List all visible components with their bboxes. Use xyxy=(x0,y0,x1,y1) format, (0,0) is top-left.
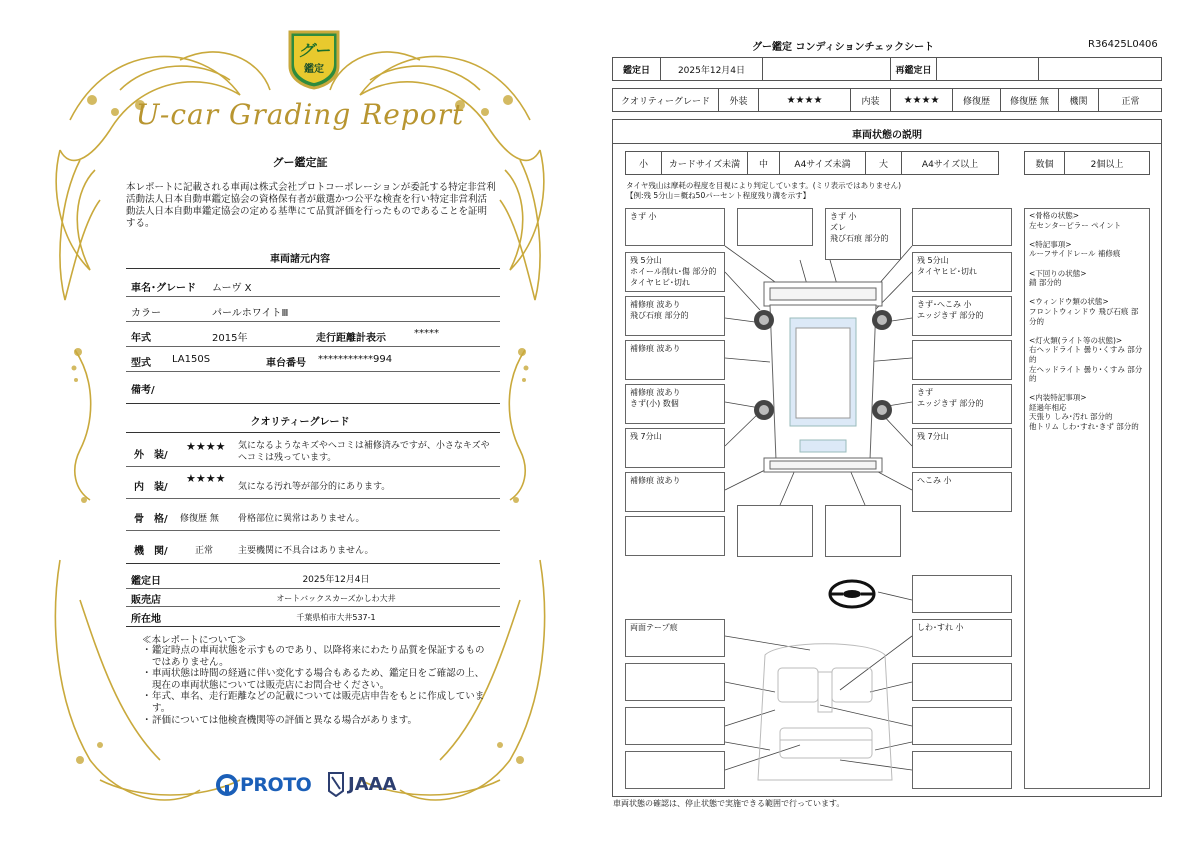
note-box: 残 5分山 ホイール削れ･傷 部分的 タイヤヒビ･切れ xyxy=(625,252,725,292)
report-note-item: ・ 鑑定時点の車両状態を示すものであり、以降将来にわたり品質を保証するものではありません。 xyxy=(142,645,485,668)
summary-line: <ウィンドウ類の状態> xyxy=(1029,297,1109,307)
note-box: 補修痕 波あり きず(小) 数個 xyxy=(625,384,725,424)
note-box: きず 小 xyxy=(625,208,725,246)
note-box xyxy=(625,707,725,745)
interior-stars: ★★★★ xyxy=(186,472,226,485)
count-label: 数個 xyxy=(1025,152,1065,174)
shop-value: オートバックスカーズかしわ大井 xyxy=(276,594,396,603)
frame-value: 修復歴 無 xyxy=(180,514,219,524)
mileage-value: ***** xyxy=(414,328,439,339)
summary-line: 右ヘッドライト 曇り･くすみ 部分的 xyxy=(1029,345,1143,364)
model-label: 型式 xyxy=(131,358,151,369)
note-box xyxy=(625,751,725,789)
repair-label: 修復歴 xyxy=(953,89,1001,111)
summary-line: 錆 部分的 xyxy=(1029,278,1062,288)
note-box: きず･へこみ 小 エッジきず 部分的 xyxy=(912,296,1012,336)
interior-text: 気になる汚れ等が部分的にあります。 xyxy=(238,482,391,492)
reinspect-label: 再鑑定日 xyxy=(891,58,937,80)
exterior-stars: ★★★★ xyxy=(186,440,226,453)
note-box xyxy=(737,505,813,557)
report-note-item: ・ 年式、車名、走行距離などの記載については販売店申告をもとに作成しています。 xyxy=(142,691,485,714)
sheet-date-value: 2025年12月4日 xyxy=(661,58,763,80)
cert-intro: 本レポートに記載される車両は株式会社プロトコーポレーションが委託する特定非営利活動法人日本自動車鑑定協会の資格保有者が厳選かつ公平な検査を行い特定非営利活動法人日本自動車鑑定協会の定める基準にて品質評価を行ったものであることを証明する。 xyxy=(126,182,496,229)
report-note-item: ・ 車両状態は時間の経過に伴い変化する場合もあるため、鑑定日をご確認の上、現在の車両状態については販売店にお問合せください。 xyxy=(142,668,485,691)
note-box xyxy=(625,516,725,556)
summary-line: 左センターピラー ペイント xyxy=(1029,220,1122,230)
note-box: 残 5分山 タイヤヒビ･切れ xyxy=(912,252,1012,292)
cert-heading: グー鑑定証 xyxy=(272,156,328,169)
quality-heading: クオリティーグレード xyxy=(250,417,350,428)
note-box: 補修痕 波あり xyxy=(625,340,725,380)
summary-line: <内装特記事項> xyxy=(1029,393,1087,403)
car-name-value: ムーヴ X xyxy=(212,283,252,294)
note-box xyxy=(825,505,901,557)
state-heading: 車両状態の説明 xyxy=(852,130,922,141)
note-box xyxy=(912,208,1012,246)
note-box xyxy=(912,340,1012,380)
address-value: 千葉県柏市大井537-1 xyxy=(296,613,376,622)
note-box xyxy=(912,707,1012,745)
note-box xyxy=(912,663,1012,701)
proto-mark-icon xyxy=(216,774,238,796)
badge-text: グー xyxy=(297,41,330,60)
frame-label: 骨 格/ xyxy=(134,514,168,525)
proto-logo: PROTO xyxy=(216,772,322,798)
summary-line: 経過年相応 xyxy=(1029,402,1067,412)
jaaa-logo: JAAA xyxy=(327,770,407,798)
sheet-date-label: 鑑定日 xyxy=(613,58,661,80)
mileage-label: 走行距離計表示 xyxy=(316,333,386,344)
color-value: パールホワイトⅢ xyxy=(212,308,289,319)
note-box: 補修痕 波あり xyxy=(625,472,725,512)
note-box: 補修痕 波あり 飛び石痕 部分的 xyxy=(625,296,725,336)
color-label: カラー xyxy=(131,308,161,319)
jaaa-mark-icon xyxy=(327,771,345,797)
report-notes xyxy=(142,645,492,726)
summary-line: フロントウィンドウ 飛び石痕 部分的 xyxy=(1029,306,1139,326)
int-stars: ★★★★ xyxy=(891,89,953,111)
address-label: 所在地 xyxy=(131,614,161,625)
tire-note: タイヤ残山は摩耗の程度を目視により判定しています。(ミリ表示ではありません) xyxy=(626,181,902,190)
summary-line: 他トリム しわ･すれ･きず 部分的 xyxy=(1029,422,1139,432)
badge-subtext: 鑑定 xyxy=(304,64,324,75)
size-small-desc: カードサイズ未満 xyxy=(662,152,748,174)
size-small: 小 xyxy=(626,152,662,174)
ext-stars: ★★★★ xyxy=(759,89,851,111)
summary-line: <特記事項> xyxy=(1029,239,1072,249)
goo-badge xyxy=(286,28,342,90)
exterior-label: 外 装/ xyxy=(134,450,168,461)
note-box: 両面テープ痕 xyxy=(625,619,725,657)
car-name-label: 車名･グレード xyxy=(131,283,196,294)
note-box: へこみ 小 xyxy=(912,472,1012,512)
year-value: 2015年 xyxy=(212,333,248,344)
summary-line: <灯火類(ライト等の状態)> xyxy=(1029,335,1123,345)
summary-line: <下回りの状態> xyxy=(1029,268,1087,278)
engine-value: 正常 xyxy=(195,546,214,556)
int-label: 内装 xyxy=(851,89,891,111)
ext-label: 外装 xyxy=(719,89,759,111)
note-box xyxy=(625,663,725,701)
interior-label: 内 装/ xyxy=(134,482,168,493)
summary-line: ルーフサイドレール 補修痕 xyxy=(1029,249,1121,259)
date-label: 鑑定日 xyxy=(131,576,161,587)
steering-wheel-icon xyxy=(830,581,874,607)
note-box xyxy=(737,208,813,246)
summary-box xyxy=(1024,208,1150,789)
exterior-text: 気になるようなキズやヘコミは補修済みですが、小さなキズやヘコミは残っています。 xyxy=(238,441,490,463)
condition-check-sheet xyxy=(600,0,1200,848)
size-large: 大 xyxy=(866,152,902,174)
count-desc: 2個以上 xyxy=(1090,159,1124,170)
engine-value: 正常 xyxy=(1121,96,1140,107)
year-label: 年式 xyxy=(131,333,151,344)
spec-heading: 車両諸元内容 xyxy=(270,254,330,265)
summary-line: 天張り しみ･汚れ 部分的 xyxy=(1029,412,1113,422)
sheet-title: グー鑑定 コンディションチェックシート xyxy=(752,42,935,53)
chassis-label: 車台番号 xyxy=(266,358,306,369)
remarks-label: 備考/ xyxy=(131,385,155,396)
interior-outline xyxy=(758,644,892,780)
note-box xyxy=(912,751,1012,789)
repair-value: 修復歴 無 xyxy=(1001,89,1059,111)
frame-text: 骨格部位に異常はありません。 xyxy=(238,514,365,524)
summary-line: 左ヘッドライト 曇り･くすみ 部分的 xyxy=(1029,364,1143,384)
engine-label: 機関 xyxy=(1059,89,1099,111)
shop-label: 販売店 xyxy=(131,595,161,606)
summary-line: <骨格の状態> xyxy=(1029,211,1080,220)
note-box: きず エッジきず 部分的 xyxy=(912,384,1012,424)
note-box: きず 小 ズレ 飛び石痕 部分的 xyxy=(825,208,901,260)
size-large-desc: A4サイズ以上 xyxy=(921,159,979,170)
report-note-item: ・ 評価については他検査機関等の評価と異なる場合があります。 xyxy=(142,714,418,726)
date-value: 2025年12月4日 xyxy=(302,575,370,585)
size-mid-desc: A4サイズ未満 xyxy=(780,152,866,174)
note-box: 残 7分山 xyxy=(912,428,1012,468)
engine-text: 主要機関に不具合はありません。 xyxy=(238,546,374,556)
script-title: U-car Grading Report xyxy=(135,98,465,131)
note-box: 残 7分山 xyxy=(625,428,725,468)
engine-label: 機 関/ xyxy=(134,546,168,557)
chassis-value: ***********994 xyxy=(318,354,393,365)
note-box xyxy=(912,575,1012,613)
tire-example: 【例:残 5分山＝概ね50パーセント程度残り溝を示す】 xyxy=(626,191,811,200)
size-mid: 中 xyxy=(748,152,780,174)
model-value: LA150S xyxy=(172,354,211,365)
report-notes-title: ≪本レポートについて≫ xyxy=(142,635,247,646)
quality-label: クオリティーグレード xyxy=(613,89,719,111)
sheet-footer: 車両状態の確認は、停止状態で実施できる範囲で行っています。 xyxy=(613,799,845,808)
note-box: しわ･すれ 小 xyxy=(912,619,1012,657)
sheet-code: R36425L0406 xyxy=(1088,39,1158,50)
